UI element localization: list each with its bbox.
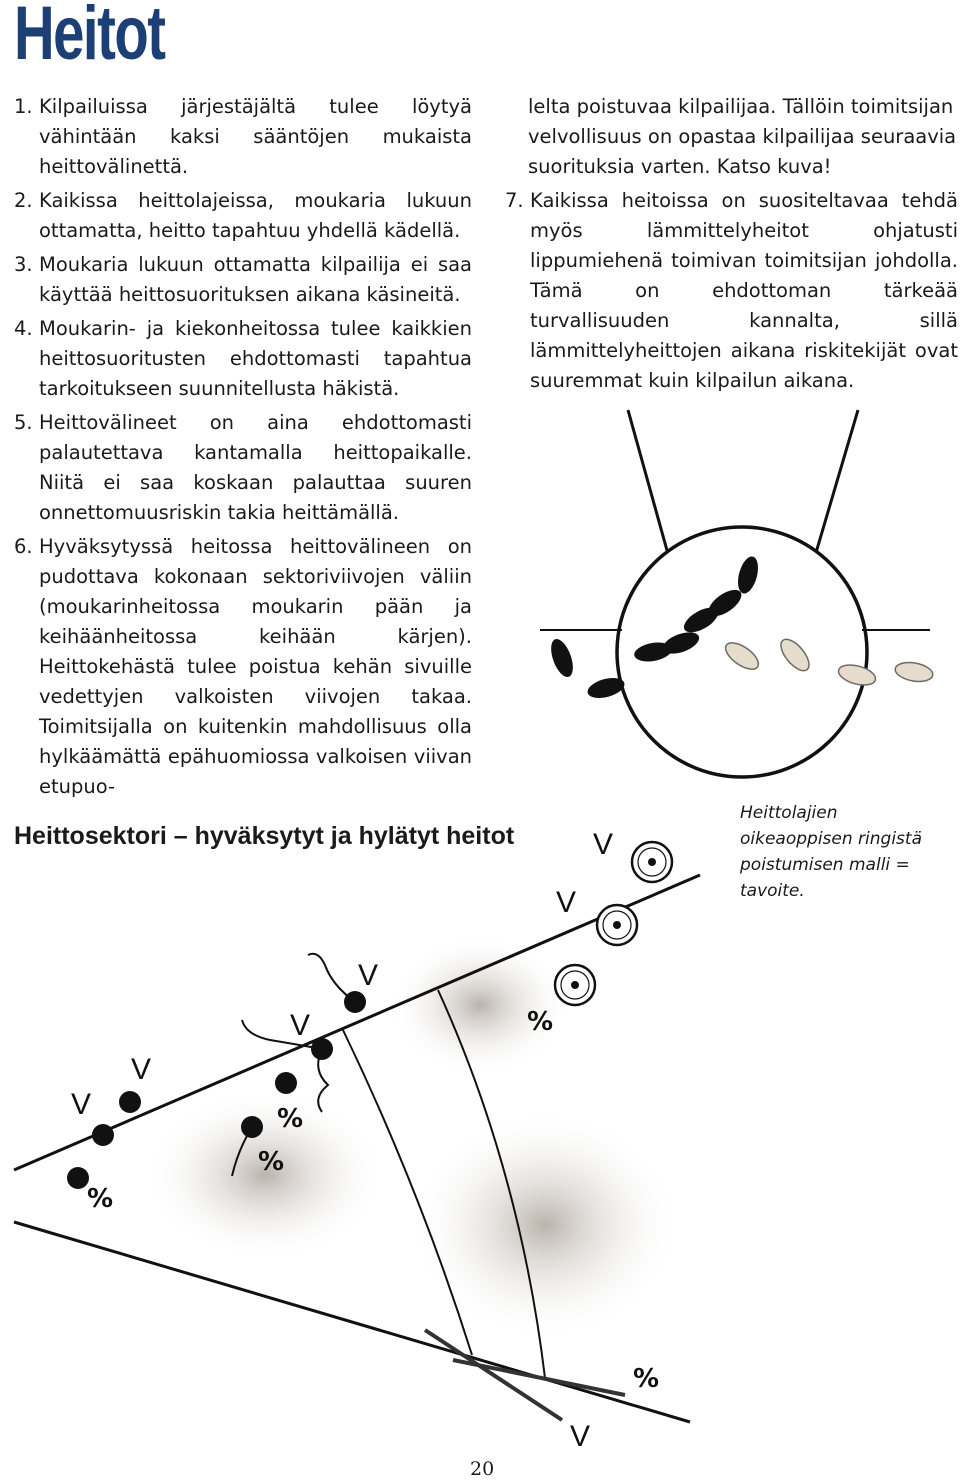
rule-text: Hyväksytyssä heitossa heittovälineen on pudottava kokonaan sektoriviivojen väliin (moukarinheitossa moukarin pään ja keihäänheitossa keihään kärjen). Heittokehästä tulee poistua kehän sivuille vedettyjen valkoisten viivojen takaa. Toimitsijalla on kuitenkin mahdollisuus olla hylkäämättä epähuomiossa valkoisen viivan etupuo- [39, 535, 472, 798]
disc [571, 981, 579, 989]
page-number: 20 [470, 1458, 495, 1480]
rule-text: Heittovälineet on aina ehdottomasti palautettava kantamalla heittopaikalle. Niitä ei saa koskaan palauttaa suuren onnettomuusriskin takia heittämällä. [39, 411, 472, 524]
discs [555, 842, 672, 1005]
rule-text: Kilpailuissa järjestäjältä tulee löytyä vähintään kaksi sääntöjen mukaista heittovälinettä. [39, 95, 472, 178]
accepted-mark: V [131, 1053, 152, 1086]
accepted-mark: V [556, 886, 577, 919]
rule-text: Kaikissa heitoissa on suositeltavaa tehdä myös lämmittelyheitot ohjatusti lippumiehenä toimivan toimitsijan johdolla. Tämä on ehdottoman tärkeää turvallisuuden kannalta, sillä lämmittelyheittojen aikana riskitekijät ovat suuremmat kuin kilpailun aikana. [530, 189, 958, 392]
rule-item-6-continued: lelta poistuvaa kilpailijaa. Tällöin toimitsijan velvollisuus on opastaa kilpailijaa seuraavia suorituksia varten. Katso kuva! [528, 95, 957, 178]
sector-figure-title: Heittosektori – hyväksytyt ja hylätyt heitot [14, 822, 515, 850]
hammer-head [275, 1072, 297, 1094]
hammer-head [92, 1124, 114, 1146]
hammer-head [119, 1091, 141, 1113]
rejected-mark: % [258, 1147, 285, 1177]
disc [613, 921, 621, 929]
hammer-head [311, 1038, 333, 1060]
rule-text: Kaikissa heittolajeissa, moukaria lukuun ottamatta, heitto tapahtuu yhdellä kädellä. [39, 189, 472, 242]
javelin [425, 1330, 562, 1420]
accepted-mark: V [290, 1009, 311, 1042]
hammer-head [344, 991, 366, 1013]
page-title: Heitot [14, 0, 165, 76]
accepted-mark: V [358, 959, 379, 992]
rejected-mark: % [527, 1007, 554, 1037]
rejected-mark: % [87, 1184, 114, 1214]
hammer-head [241, 1116, 263, 1138]
figure-caption: Heittolajien oikeaoppisen ringistä poistumisen malli = tavoite. [740, 803, 922, 901]
accepted-mark: V [593, 828, 614, 861]
rejected-mark: % [633, 1364, 660, 1394]
disc [648, 858, 656, 866]
rule-number: 4. [14, 317, 33, 340]
javelin [453, 1360, 625, 1395]
rule-number: 5. [14, 411, 33, 434]
rule-text: Moukarin- ja kiekonheitossa tulee kaikkien heittosuoritusten ehdottomasti tapahtua tarkoitukseen suunnitellusta häkistä. [39, 317, 472, 400]
accepted-mark: V [71, 1088, 92, 1121]
rule-number: 7. [505, 189, 524, 212]
rule-number: 1. [14, 95, 33, 118]
rule-number: 3. [14, 253, 33, 276]
rule-text: Moukaria lukuun ottamatta kilpailija ei saa käyttää heittosuorituksen aikana käsineitä. [39, 253, 472, 306]
hammer-head [67, 1167, 89, 1189]
landing-zone-shade [390, 935, 570, 1075]
accepted-mark: V [570, 1420, 591, 1453]
landing-zone-shade [410, 1110, 680, 1340]
rejected-mark: % [277, 1104, 304, 1134]
rule-number: 6. [14, 535, 33, 558]
rule-number: 2. [14, 189, 33, 212]
